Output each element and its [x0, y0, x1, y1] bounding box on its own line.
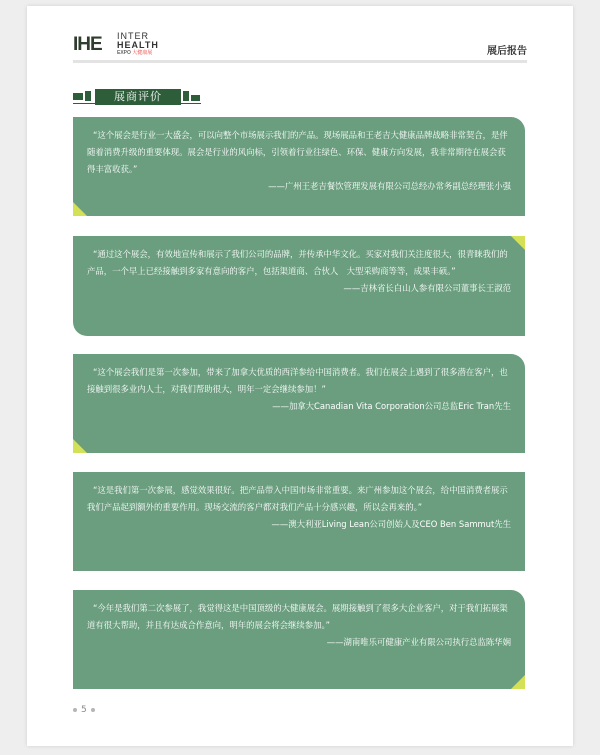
logo-mark: IHE: [73, 34, 102, 55]
section-heading: [73, 86, 213, 108]
quote-card: [73, 590, 525, 689]
quote-card: [73, 472, 525, 571]
quote-text: “今年是我们第二次参展了，我觉得这是中国顶级的大健康展会。展期接触到了很多大企业客户，对于我们拓展渠道有很大帮助，并且有达成合作意向，明年的展会将会继续参加。”: [87, 603, 508, 630]
quote-card: [73, 236, 525, 336]
quote-card: [73, 117, 525, 216]
pager-dot-icon: [91, 708, 95, 712]
section-deco-square: [85, 91, 91, 101]
quote-source: ——加拿大Canadian Vita Corporation公司总监Eric Tran先生: [272, 401, 511, 411]
logo-line-3: [117, 50, 181, 56]
report-page: [27, 6, 573, 746]
corner-accent: [511, 236, 525, 250]
ihe-logo: [73, 30, 183, 60]
logo-line-2: HEALTH: [117, 40, 159, 50]
quote-text: “这是我们第一次参展，感觉效果很好。把产品带入中国市场非常重要。来广州参加这个展会，给中国消费者展示我们产品起到额外的重要作用。现场交流的客户都对我们产品十分感兴趣，所以会再来的。”: [87, 485, 508, 512]
quote-source: ——广州王老吉餐饮管理发展有限公司总经办常务副总经理张小强: [268, 181, 511, 191]
logo-wordmark: [117, 32, 181, 56]
corner-accent: [73, 202, 87, 216]
section-title: 展商评价: [95, 89, 181, 105]
corner-accent: [511, 675, 525, 689]
logo-expo: EXPO: [117, 50, 131, 56]
quote-text: “通过这个展会，有效地宣传和展示了我们公司的品牌，并传承中华文化。买家对我们关注度很大，很青睐我们的产品，一个早上已经接触到多家有意向的客户，包括渠道商、合伙人 大型采购商等等，成果丰硕。”: [87, 249, 508, 276]
logo-cn: 大健康展: [132, 50, 153, 56]
quote-source: ——吉林省长白山人参有限公司董事长王淑范: [343, 283, 511, 293]
corner-accent: [73, 439, 87, 453]
section-underline: [73, 103, 201, 104]
quote-source: ——湖南唯乐可健康产业有限公司执行总监陈华娴: [326, 637, 511, 647]
header-divider: [73, 60, 527, 63]
quote-text: “这个展会我们是第一次参加，带来了加拿大优质的西洋参给中国消费者。我们在展会上遇到了很多潜在客户，也接触到很多业内人士，对我们帮助很大，明年一定会继续参加！”: [87, 367, 508, 394]
page-number-label: 5: [81, 705, 87, 715]
pager-dot-icon: [73, 708, 77, 712]
section-deco-square: [183, 91, 189, 101]
logo-line-1: INTER: [117, 31, 149, 41]
header-title: 展后报告: [487, 46, 527, 57]
page-number: [73, 703, 95, 717]
quote-source: ——澳大利亚Living Lean公司创始人及CEO Ben Sammut先生: [271, 519, 511, 529]
quote-card: [73, 354, 525, 453]
section-deco-square: [73, 93, 83, 100]
section-deco-square: [191, 95, 200, 101]
quote-text: “这个展会是行业一大盛会，可以向整个市场展示我们的产品。现场展品和王老吉大健康品牌战略非常契合，是伴随着消费升级的重要体现。展会是行业的风向标，引领着行业往绿色、环保、健康方向发展，我非常期待在展会获得丰富收获。”: [87, 130, 508, 174]
